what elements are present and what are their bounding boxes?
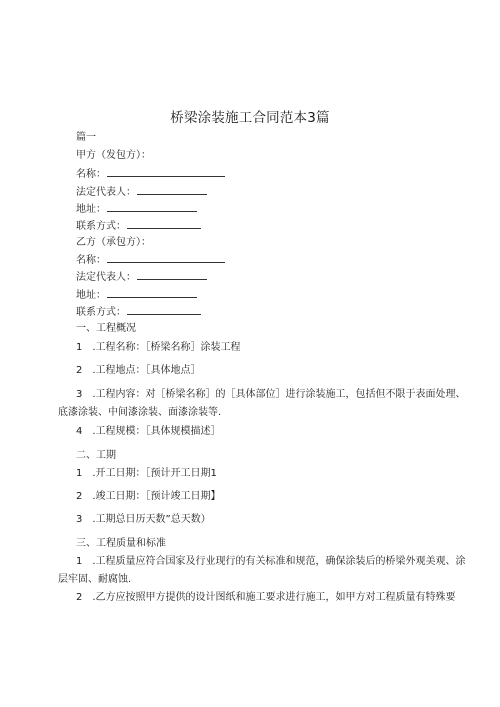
party-b-rep-blank[interactable] bbox=[137, 270, 207, 280]
party-a-contact-label: 联系方式： bbox=[76, 221, 126, 232]
party-a-rep-blank[interactable] bbox=[137, 185, 207, 195]
quality-item-1-line-1: 1 .工程质量应符合国家及行业现行的有关标准和规范，确保涂装后的桥梁外观美观、涂 bbox=[76, 556, 466, 567]
overview-item-2: 2 .工程地点：［具体地点］ bbox=[76, 365, 201, 376]
overview-item-1: 1 .工程名称：［桥梁名称］涂装工程 bbox=[76, 342, 241, 353]
overview-item-3-line-2: 底漆涂装、中间漆涂装、面漆涂装等. bbox=[58, 407, 222, 418]
party-b-address-label: 地址： bbox=[76, 290, 106, 301]
party-b-contact-row bbox=[76, 305, 201, 319]
section-label: 篇一 bbox=[76, 132, 96, 143]
party-b-contact-blank[interactable] bbox=[127, 305, 201, 315]
schedule-item-3: 3 .工期总日历天数”总天数） bbox=[76, 514, 211, 525]
party-a-name-blank[interactable] bbox=[107, 167, 225, 177]
party-b-contact-label: 联系方式： bbox=[76, 307, 126, 318]
overview-item-3-line-1: 3 .工程内容：对［桥梁名称］的［具体部位］进行涂装施工，包括但不限于表面处理、 bbox=[76, 389, 466, 400]
party-a-name-row bbox=[76, 167, 225, 181]
quality-heading: 三、工程质量和标准 bbox=[76, 538, 166, 549]
party-b-address-row bbox=[76, 288, 197, 302]
document-title: 桥梁涂装施工合同范本3篇 bbox=[170, 110, 330, 126]
overview-item-4: 4 .工程规模：［具体规模描述］ bbox=[76, 426, 221, 437]
party-a-address-row bbox=[76, 202, 197, 216]
party-a-rep-row bbox=[76, 185, 207, 199]
party-a-address-blank[interactable] bbox=[107, 202, 197, 212]
quality-item-2-line-1: 2 .乙方应按照甲方提供的设计图纸和施工要求进行施工，如甲方对工程质量有特殊要 bbox=[76, 592, 456, 603]
party-b-name-label: 名称： bbox=[76, 255, 106, 266]
party-a-contact-row bbox=[76, 219, 201, 233]
schedule-heading: 二、工期 bbox=[76, 450, 116, 461]
party-b-address-blank[interactable] bbox=[107, 288, 197, 298]
party-a-name-label: 名称： bbox=[76, 169, 106, 180]
party-b-rep-label: 法定代表人： bbox=[76, 272, 136, 283]
party-a-contact-blank[interactable] bbox=[127, 219, 201, 229]
party-a-heading: 甲方（发包方）： bbox=[76, 150, 151, 161]
overview-heading: 一、工程概况 bbox=[76, 323, 136, 334]
party-b-name-blank[interactable] bbox=[107, 253, 225, 263]
party-b-rep-row bbox=[76, 270, 207, 284]
party-b-name-row bbox=[76, 253, 225, 267]
party-a-rep-label: 法定代表人： bbox=[76, 187, 136, 198]
party-a-address-label: 地址： bbox=[76, 204, 106, 215]
schedule-item-2: 2 .竣工日期：［预计竣工日期】 bbox=[76, 491, 221, 502]
schedule-item-1: 1 .开工日期：［预计开工日期1 bbox=[76, 468, 217, 479]
quality-item-1-line-2: 层牢固、耐腐蚀. bbox=[58, 574, 132, 585]
party-b-heading: 乙方（承包方）： bbox=[76, 237, 151, 248]
